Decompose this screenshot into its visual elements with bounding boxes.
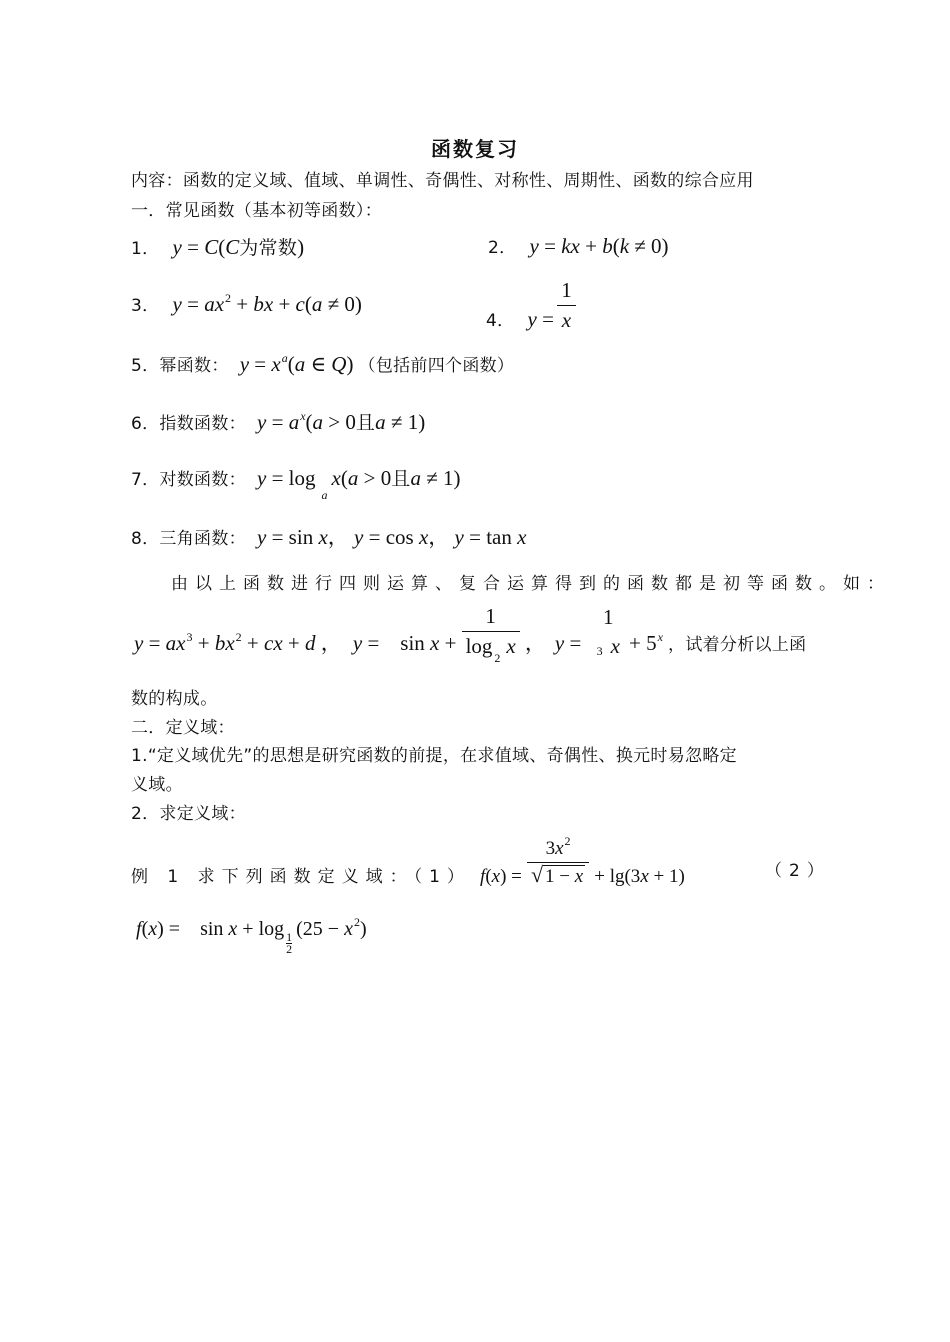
formula-ex2: f(x) = sin x + log 1 $2(25 - x^2)$ xyxy=(136,915,367,956)
formula-reciprocal-fraction: $\frac{1}{x}$ xyxy=(557,278,576,333)
formula-linear: y = kx + b(k ≠ 0) xyxy=(529,234,669,258)
formula-cuberoot-lhs: y = xyxy=(554,631,587,655)
formula-quadratic: $y = ax^2$ + bx + c(a ≠ 0) xyxy=(172,291,362,316)
item-7 xyxy=(131,464,461,502)
item-3-number: 3． xyxy=(131,296,160,316)
example-1 xyxy=(131,834,685,888)
formula-sin-log-lhs: y = sin x + xyxy=(352,631,457,655)
item-2 xyxy=(488,233,669,259)
formula-reciprocal-lhs: y = xyxy=(527,307,560,331)
item-8 xyxy=(131,521,526,551)
item-7-label: 7．对数函数： xyxy=(131,470,246,490)
composite-intro: 由以上函数进行四则运算、复合运算得到的函数都是初等函数。如： xyxy=(171,574,891,594)
intro-text: 内容：函数的定义域、值域、单调性、奇偶性、对称性、周期性、函数的综合应用 xyxy=(131,171,754,191)
composite-tail: ，试着分析以上函 xyxy=(668,635,807,655)
formula-ex1-fraction: $3x^2$ √ 1 − x xyxy=(527,838,589,888)
formula-ex1-tail: + lg(3x + 1) xyxy=(594,865,685,887)
item-8-label: 8．三角函数： xyxy=(131,529,246,549)
item-5 xyxy=(131,351,514,377)
item-5-label: 5．幂函数： xyxy=(131,356,229,376)
composite-end: 数的构成。 xyxy=(131,689,218,709)
item-1-number: 1． xyxy=(131,239,160,259)
section-2-heading: 二．定义域： xyxy=(131,718,235,738)
composite-examples xyxy=(134,604,807,665)
formula-ex1-lhs: f(x) = xyxy=(480,865,522,887)
point-2: 2．求定义域： xyxy=(131,804,246,824)
example-1-part-2-label: （2） xyxy=(765,861,831,881)
formula-exponential: $y = a^x(a > 0$且a ≠ 1) xyxy=(257,409,426,434)
formula-trig: y = sin x， y = cos x， y = tan x xyxy=(257,525,527,549)
formula-logarithm: $y = \log_ax(a > 0$且a ≠ 1) xyxy=(257,466,461,502)
item-3 xyxy=(131,291,362,317)
formula-cuberoot-tail: + $5^x$ xyxy=(629,630,663,655)
item-4-number: 4． xyxy=(486,311,515,331)
formula-power: $y = x^a(a$ ∈ Q) xyxy=(239,351,354,376)
point-1-line-1: 1.“定义域优先”的思想是研究函数的前提，在求值域、奇偶性、换元时易忽略定 xyxy=(131,746,737,766)
point-1-line-2: 义域。 xyxy=(131,775,183,795)
item-2-number: 2． xyxy=(488,238,517,258)
example-1-label: 例 1 求下列函数定义域：（1） xyxy=(131,866,471,887)
item-4 xyxy=(486,278,576,333)
example-1-part-2 xyxy=(136,914,367,956)
section-1-heading: 一．常见函数（基本初等函数）： xyxy=(131,201,382,221)
item-6-label: 6．指数函数： xyxy=(131,414,246,434)
page-title: 函数复习 xyxy=(431,137,519,161)
formula-cuberoot-fraction: 1 3 x xyxy=(596,604,620,658)
item-1 xyxy=(131,233,304,260)
formula-sin-log-fraction: $\frac{1}{\log _2 x}$ xyxy=(462,604,520,659)
formula-cubic: $y = ax^3 + bx^2$ + cx + d ， xyxy=(134,630,342,655)
formula-sin-log-comma: ， xyxy=(524,631,546,655)
item-6 xyxy=(131,408,425,435)
formula-constant: y = C(C为常数) xyxy=(172,235,305,259)
item-5-note: （包括前四个函数） xyxy=(358,356,515,376)
